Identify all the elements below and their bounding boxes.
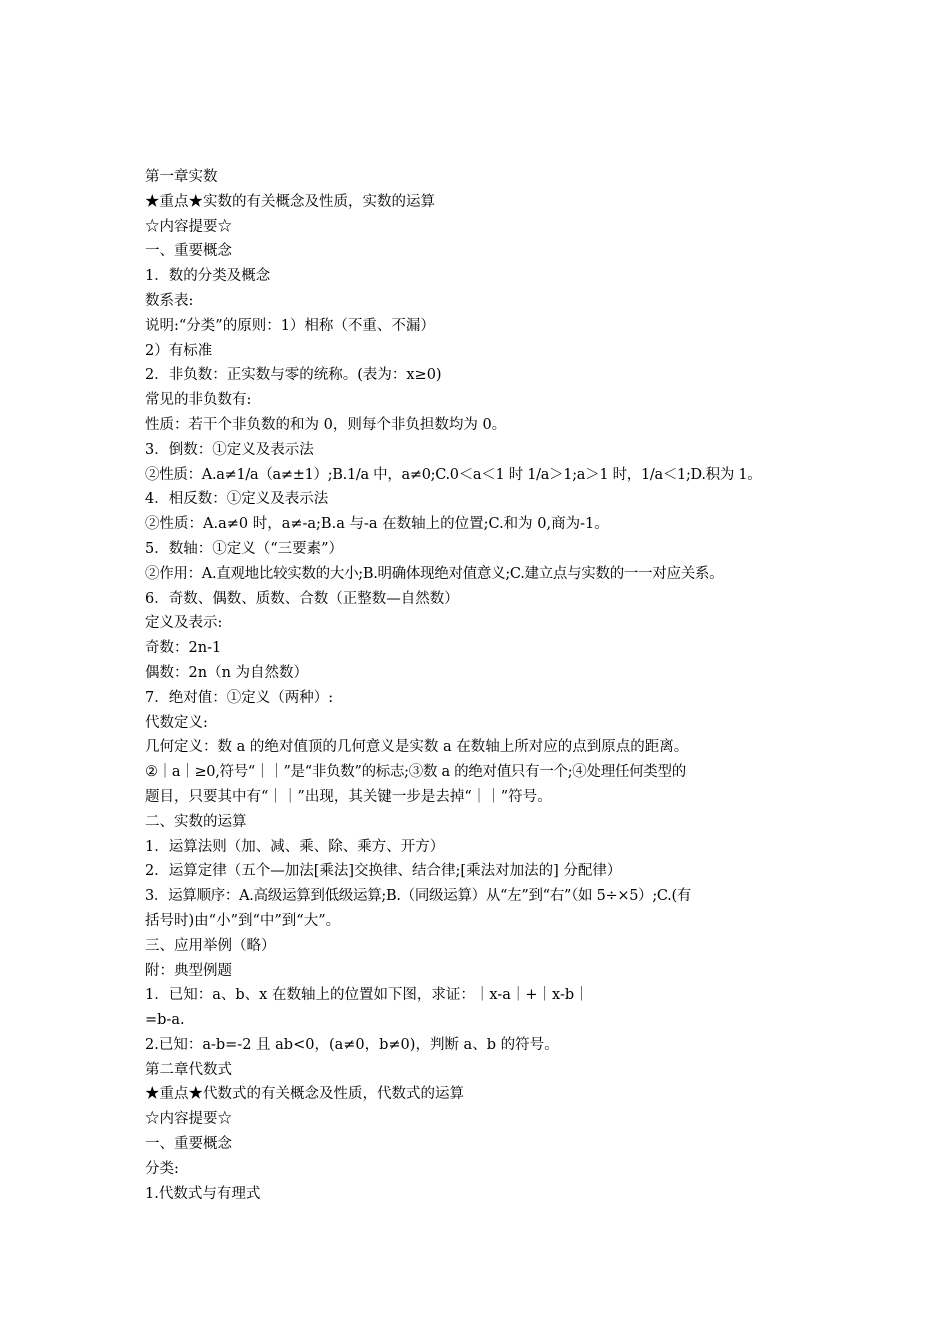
text-line: 6．奇数、偶数、质数、合数（正整数—自然数） bbox=[145, 590, 459, 607]
text-line: 数系表: bbox=[145, 292, 194, 309]
text-line: 5．数轴：①定义（“三要素”） bbox=[145, 540, 344, 557]
chapter-title: 第二章代数式 bbox=[145, 1061, 232, 1078]
text-line: 1.代数式与有理式 bbox=[145, 1185, 261, 1202]
content-summary-heading: ☆内容提要☆ bbox=[145, 218, 232, 235]
text-line: 附：典型例题 bbox=[145, 962, 232, 979]
text-line: 2）有标准 bbox=[145, 342, 213, 359]
text-line: 2．非负数：正实数与零的统称。(表为：x≥0) bbox=[145, 367, 442, 384]
text-line: 1．已知：a、b、x 在数轴上的位置如下图，求证：｜x-a｜+｜x-b｜ bbox=[145, 987, 589, 1004]
section-heading: 三、应用举例（略） bbox=[145, 937, 276, 954]
content-summary-heading: ☆内容提要☆ bbox=[145, 1111, 232, 1128]
text-line: =b-a. bbox=[145, 1012, 185, 1029]
key-point: ★重点★代数式的有关概念及性质，代数式的运算 bbox=[145, 1086, 464, 1103]
text-line: 定义及表示: bbox=[145, 615, 223, 632]
document-body bbox=[145, 165, 813, 1206]
text-line: 7．绝对值：①定义（两种）: bbox=[145, 689, 334, 706]
text-line: 1．运算法则（加、减、乘、除、乘方、开方） bbox=[145, 838, 445, 855]
text-line: 1．数的分类及概念 bbox=[145, 268, 271, 285]
text-line: 2.已知：a-b=-2 且 ab<0，(a≠0，b≠0)，判断 a、b 的符号。 bbox=[145, 1036, 559, 1053]
text-line: 题目，只要其中有“｜｜”出现，其关键一步是去掉“｜｜”符号。 bbox=[145, 788, 552, 805]
section-heading: 二、实数的运算 bbox=[145, 813, 247, 830]
text-line: 4．相反数：①定义及表示法 bbox=[145, 491, 329, 508]
section-heading: 一、重要概念 bbox=[145, 243, 232, 260]
key-point: ★重点★实数的有关概念及性质，实数的运算 bbox=[145, 193, 435, 210]
text-line: 奇数：2n-1 bbox=[145, 640, 222, 657]
text-line: 偶数：2n（n 为自然数） bbox=[145, 664, 309, 681]
text-line: ②作用：A.直观地比较实数的大小;B.明确体现绝对值意义;C.建立点与实数的一一对应关系。 bbox=[145, 565, 724, 582]
text-line: ②｜a｜≥0,符号“｜｜”是“非负数”的标志;③数 a 的绝对值只有一个;④处理任何类型的 bbox=[145, 764, 686, 781]
text-line: 说明:“分类”的原则：1）相称（不重、不漏） bbox=[145, 317, 435, 334]
text-line: 分类: bbox=[145, 1160, 179, 1177]
text-line: 常见的非负数有: bbox=[145, 392, 252, 409]
text-line: 性质：若干个非负数的和为 0，则每个非负担数均为 0。 bbox=[145, 416, 507, 433]
text-line: ②性质：A.a≠1/a（a≠±1）;B.1/a 中，a≠0;C.0＜a＜1 时 1/a＞1;a＞1 时，1/a＜1;D.积为 1。 bbox=[145, 466, 762, 483]
text-line: 3．运算顺序：A.高级运算到低级运算;B.（同级运算）从“左”到“右”（如 5÷×5）;C.(有 bbox=[145, 888, 692, 905]
text-line: 代数定义: bbox=[145, 714, 208, 731]
text-line: 括号时)由“小”到“中”到“大”。 bbox=[145, 912, 341, 929]
text-line: 3．倒数：①定义及表示法 bbox=[145, 441, 314, 458]
chapter-title: 第一章实数 bbox=[145, 169, 218, 185]
text-line: 几何定义：数 a 的绝对值顶的几何意义是实数 a 在数轴上所对应的点到原点的距离。 bbox=[145, 739, 689, 756]
text-line: ②性质：A.a≠0 时，a≠-a;B.a 与-a 在数轴上的位置;C.和为 0,商为-1。 bbox=[145, 516, 609, 533]
text-line: 2．运算定律（五个—加法[乘法]交换律、结合律;[乘法对加法的] 分配律） bbox=[145, 863, 622, 880]
section-heading: 一、重要概念 bbox=[145, 1136, 232, 1153]
